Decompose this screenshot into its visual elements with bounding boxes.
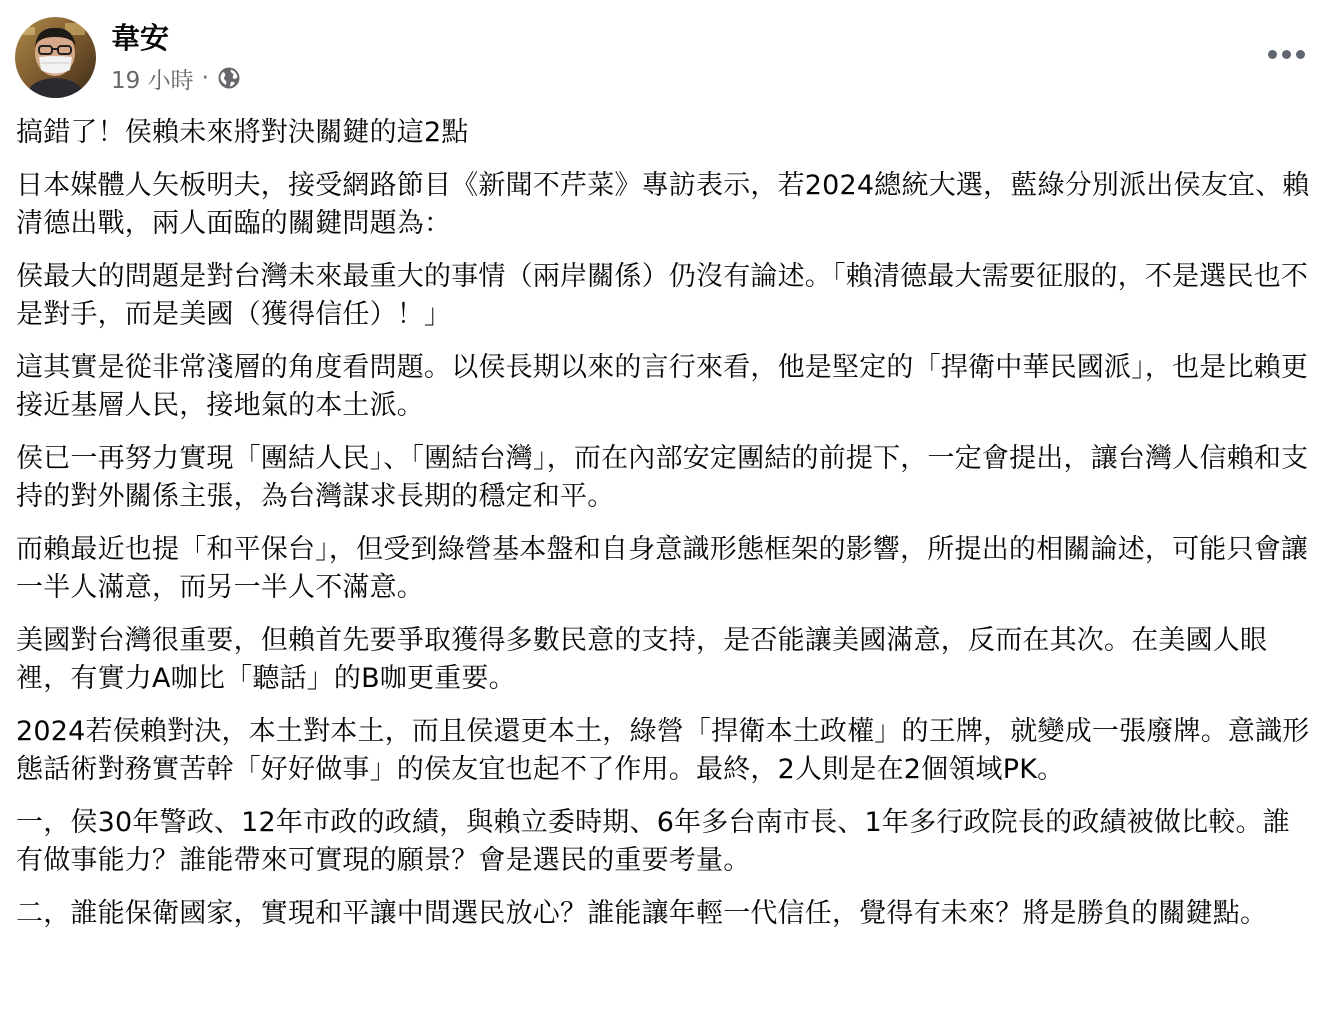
- author-name[interactable]: 韋安: [111, 21, 170, 55]
- post-paragraph: 一，侯30年警政、12年市政的政績，與賴立委時期、6年多台南市長、1年多行政院長的政績被做比較。誰有做事能力？誰能帶來可實現的願景？會是選民的重要考量。: [16, 807, 1290, 876]
- post-paragraph: 美國對台灣很重要，但賴首先要爭取獲得多數民意的支持，是否能讓美國滿意，反而在其次。在美國人眼裡，有實力A咖比「聽話」的B咖更重要。: [16, 625, 1268, 694]
- post-paragraph: 侯最大的問題是對台灣未來最重大的事情（兩岸關係）仍沒有論述。「賴清德最大需要征服的，不是選民也不是對手，而是美國（獲得信任）！」: [16, 261, 1309, 330]
- post-paragraph: 二，誰能保衛國家，實現和平讓中間選民放心？誰能讓年輕一代信任，覺得有未來？將是勝負的關鍵點。: [16, 898, 1268, 929]
- post-paragraph: 而賴最近也提「和平保台」，但受到綠營基本盤和自身意識形態框架的影響，所提出的相關論述，可能只會讓一半人滿意，而另一半人不滿意。: [16, 534, 1309, 603]
- post-paragraph: 2024若侯賴對決，本土對本土，而且侯還更本土，綠營「捍衛本土政權」的王牌，就變成一張廢牌。意識形態話術對務實苦幹「好好做事」的侯友宜也起不了作用。最終，2人則是在2個領域PK。: [16, 716, 1310, 785]
- more-options-button[interactable]: [1264, 37, 1308, 71]
- globe-icon[interactable]: [217, 66, 241, 90]
- post-paragraph: 這其實是從非常淺層的角度看問題。以侯長期以來的言行來看，他是堅定的「捍衛中華民國派」，也是比賴更接近基層人民，接地氣的本土派。: [16, 352, 1309, 421]
- post-paragraph: 侯已一再努力實現「團結人民」、「團結台灣」，而在內部安定團結的前提下，一定會提出，讓台灣人信賴和支持的對外關係主張，為台灣謀求長期的穩定和平。: [16, 443, 1309, 512]
- meta-separator: ·: [201, 65, 209, 91]
- post-timestamp[interactable]: 19 小時: [111, 67, 194, 94]
- post-paragraph: 日本媒體人矢板明夫，接受網路節目《新聞不芹菜》專訪表示，若2024總統大選，藍綠分別派出侯友宜、賴清德出戰，兩人面臨的關鍵問題為：: [16, 170, 1310, 239]
- post-paragraph-title: 搞錯了！侯賴未來將對決關鍵的這2點: [16, 117, 469, 148]
- author-avatar[interactable]: [15, 17, 96, 98]
- more-options-icon: [1268, 50, 1305, 59]
- post-meta: [111, 61, 241, 95]
- post-content: [16, 114, 1311, 948]
- post-header: [15, 17, 1308, 99]
- person-with-mask-avatar-icon: [15, 17, 96, 98]
